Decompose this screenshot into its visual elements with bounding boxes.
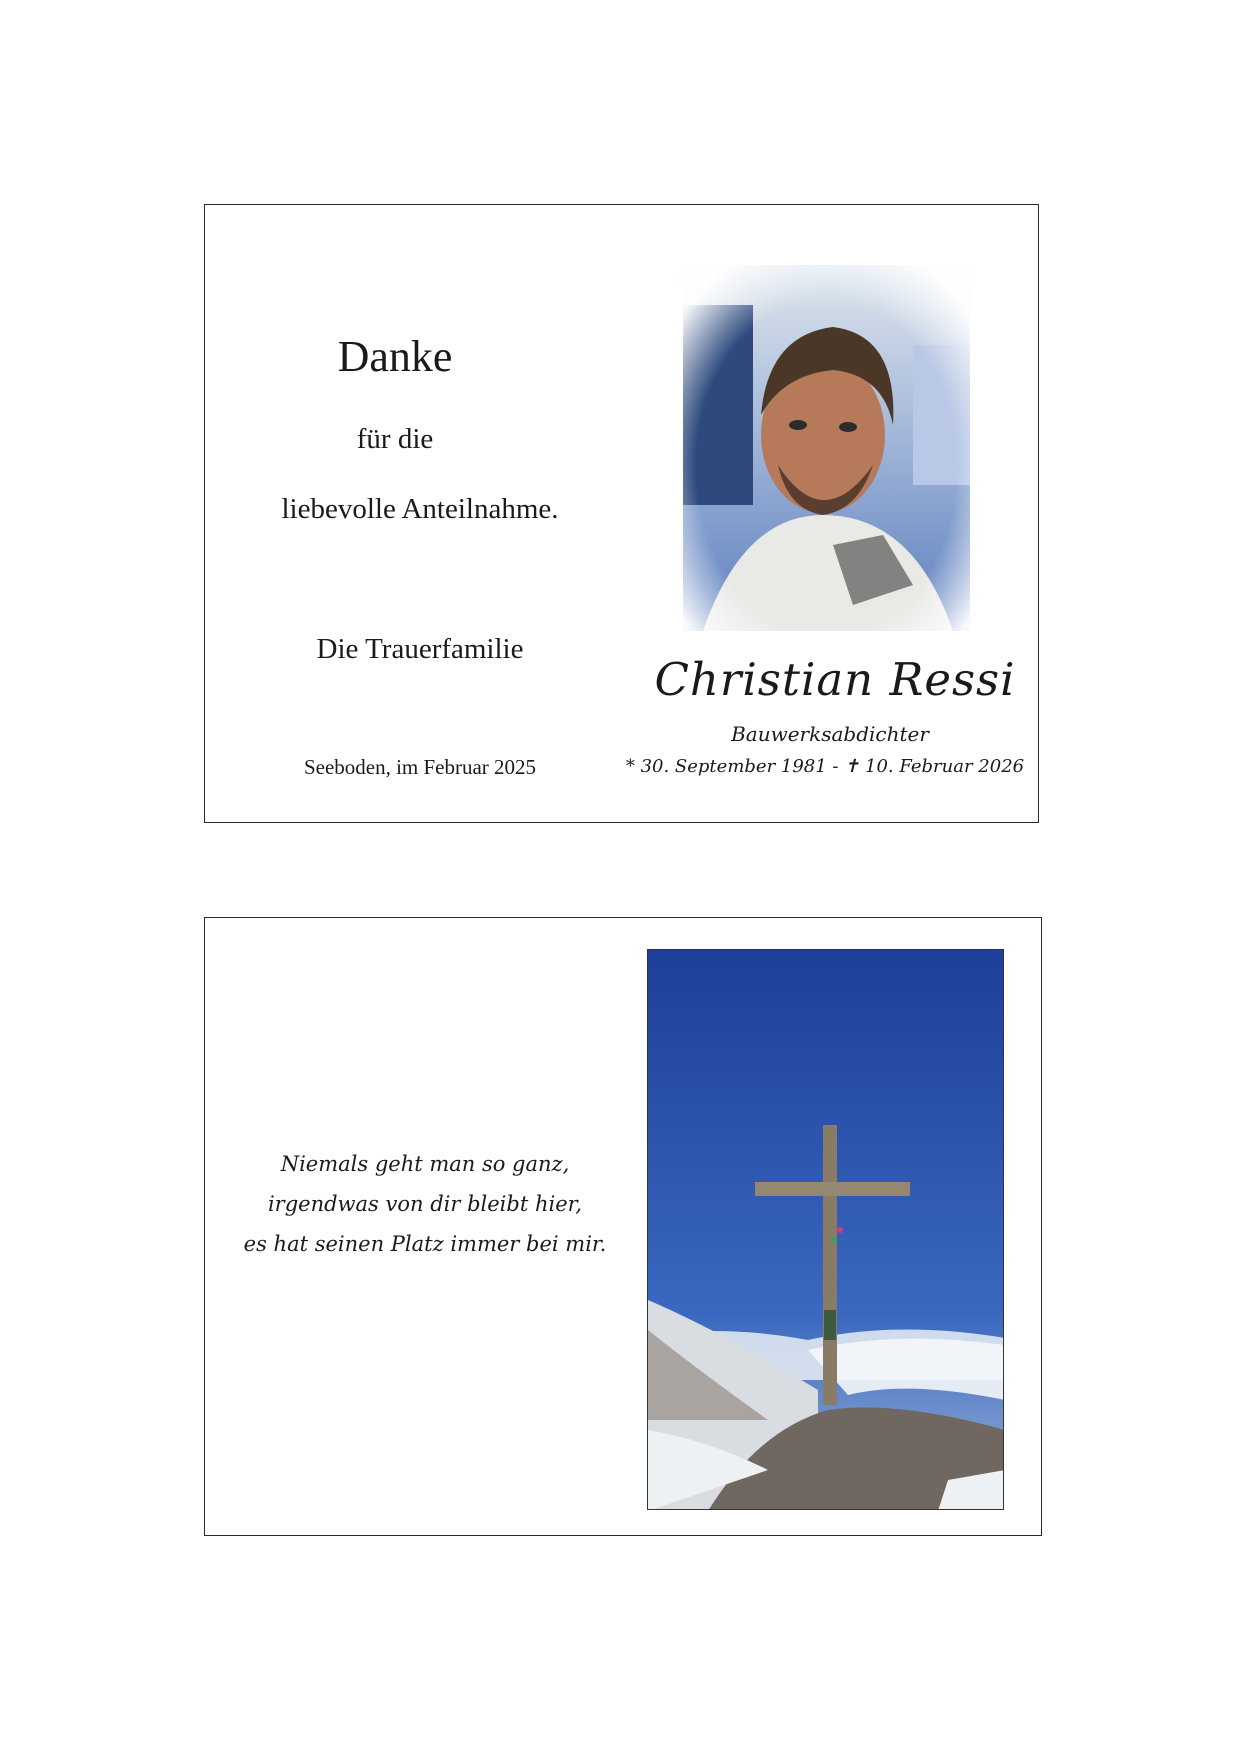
life-dates: * 30. September 1981 - ✝ 10. Februar 2026 xyxy=(625,756,1025,777)
verse-line-1: Niemals geht man so ganz, xyxy=(280,1152,570,1176)
thank-you-card-back xyxy=(204,917,1042,1536)
thanks-line-2: liebevolle Anteilnahme. xyxy=(281,493,559,525)
thank-you-card-front xyxy=(204,204,1039,823)
profession: Bauwerksabdichter xyxy=(731,722,929,746)
deceased-name: Christian Ressi xyxy=(654,653,1016,706)
verse-line-3: es hat seinen Platz immer bei mir. xyxy=(243,1232,607,1256)
family-signature: Die Trauerfamilie xyxy=(316,633,524,665)
portrait-photo xyxy=(683,265,970,631)
summit-cross-photo xyxy=(647,949,1004,1510)
card-heading: Danke xyxy=(337,332,453,381)
thanks-line-1: für die xyxy=(356,423,434,455)
verse-line-2: irgendwas von dir bleibt hier, xyxy=(267,1192,583,1216)
place-date: Seeboden, im Februar 2025 xyxy=(303,755,537,779)
